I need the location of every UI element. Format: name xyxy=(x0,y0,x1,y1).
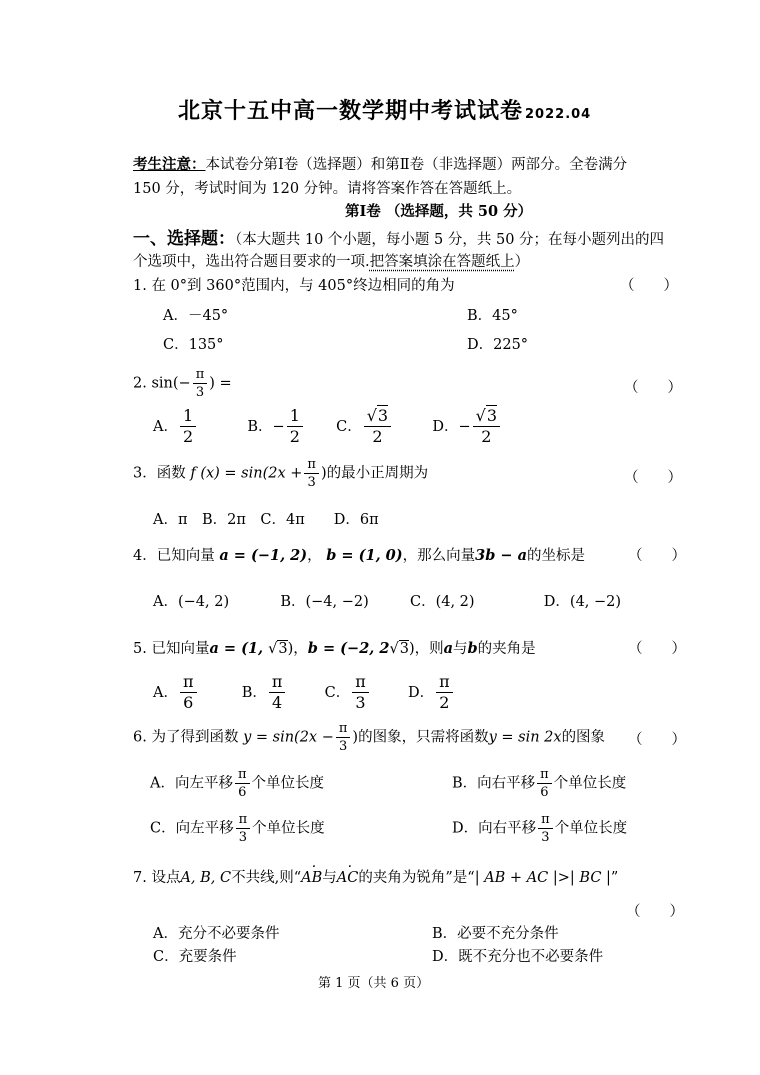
q4-expr: 3b − a xyxy=(475,547,528,564)
q3-options: A．π B．2π C．4π D．6π xyxy=(153,512,379,528)
notice-text-1: 本试卷分第Ⅰ卷（选择题）和第Ⅱ卷（非选择题）两部分。全卷满分 xyxy=(205,157,628,173)
title-text: 北京十五中高一数学期中考试试卷 xyxy=(178,99,524,124)
q6-stem: 6. 为了得到函数 y = sin(2x − $\frac{\pi}{3}$ )的图象，只需将函数y = sin 2x的图象 xyxy=(133,721,606,754)
q5-options xyxy=(153,674,455,711)
q6-answer-paren: （ ） xyxy=(628,732,686,748)
q1-option-b: B．45° xyxy=(467,308,518,324)
q4-b-def: b = (1, 0) xyxy=(326,547,403,564)
q2-frac: $\frac{\pi}{3}$ xyxy=(193,368,208,399)
q7-option-d: D．既不充分也不必要条件 xyxy=(432,949,604,965)
q2-option-b: B．− $\frac{1}{2}$ xyxy=(247,419,305,435)
section1-instr-dotted: 把答案填涂在答题纸上 xyxy=(369,254,515,270)
section1-instr-end: ） xyxy=(514,254,530,270)
q2-option-a: A． $\frac{1}{2}$ xyxy=(153,419,198,435)
q7-option-b: B．必要不充分条件 xyxy=(432,926,559,942)
q4-options xyxy=(153,590,621,611)
section1-instr-1: （本大题共 10 个小题，每小题 5 分，共 50 分；在每小题列出的四 xyxy=(235,232,665,248)
q3-stem: 3．函数 f (x) = sin(2x + $\frac{\pi}{3}$ )的最小正周期为 xyxy=(133,457,429,490)
q1-option-a: A．－45° xyxy=(163,308,229,324)
q5-option-c: C． $\frac{\pi}{3}$ xyxy=(325,685,371,701)
q2-options xyxy=(153,408,502,445)
q7-answer-paren: （ ） xyxy=(626,904,684,920)
section1-title: 一、选择题： xyxy=(133,229,235,249)
page-footer: 第 1 页（共 6 页） xyxy=(318,976,430,991)
title-date: 2022.04 xyxy=(525,107,592,122)
q4-option-c: C．(4, 2) xyxy=(409,594,475,610)
q4-option-d: D．(4, −2) xyxy=(543,594,622,610)
q2-stem xyxy=(133,368,232,399)
q1-answer-paren: （ ） xyxy=(620,278,678,294)
q2-option-c: C． $\frac{√3}{2}$ xyxy=(336,419,393,435)
q2-option-d: D．− $\frac{√3}{2}$ xyxy=(432,419,502,435)
q1-stem: 1. 在 0°到 360°范围内，与 405°终边相同的角为 xyxy=(133,278,455,294)
q6-option-d: D．向右平移 $\frac{\pi}{3}$ 个单位长度 xyxy=(452,812,628,845)
q2-answer-paren: （ ） xyxy=(624,380,682,396)
q5-option-a: A． $\frac{\pi}{6}$ xyxy=(153,685,199,701)
q4-answer-paren: （ ） xyxy=(628,548,686,564)
q2-sin: sin(− xyxy=(151,375,191,392)
q5-option-d: D． $\frac{\pi}{2}$ xyxy=(408,685,455,701)
notice-label: 考生注意： xyxy=(133,156,206,173)
q4-stem: 4．已知向量 a = (−1, 2)， b = (1, 0)，那么向量3b − a的坐标是 xyxy=(133,547,586,564)
q4-a-def: a = (−1, 2) xyxy=(219,547,308,564)
q3-answer-paren: （ ） xyxy=(624,470,682,486)
q1-option-d: D．225° xyxy=(467,337,529,353)
q7-stem: 7. 设点A, B, C不共线,则“· AB与· AC的夹角为锐角”是“| AB + AC |>| BC |” xyxy=(133,866,618,887)
notice-line-2: 150 分，考试时间为 120 分钟。请将答案作答在答题纸上。 xyxy=(133,181,522,197)
q6-option-a: A．向左平移 $\frac{\pi}{6}$ 个单位长度 xyxy=(150,767,325,800)
page-title xyxy=(178,94,591,125)
section1-line-1 xyxy=(133,224,664,249)
section1-line-2 xyxy=(133,250,529,271)
q1-option-c: C．135° xyxy=(163,337,224,353)
q7-option-a: A．充分不必要条件 xyxy=(153,926,280,942)
q4-option-b: B．(−4, −2) xyxy=(280,594,369,610)
q5-option-b: B． $\frac{\pi}{4}$ xyxy=(242,685,288,701)
q7-option-c: C．充要条件 xyxy=(153,949,237,965)
q6-option-c: C．向左平移 $\frac{\pi}{3}$ 个单位长度 xyxy=(150,812,325,845)
q6-option-b: B．向右平移 $\frac{\pi}{6}$ 个单位长度 xyxy=(452,767,627,800)
section1-instr-2: 个选项中，选出符合题目要求的一项. xyxy=(133,254,370,270)
part1-heading: 第Ⅰ卷 （选择题，共 50 分） xyxy=(345,203,533,220)
q2-num: 2. xyxy=(133,375,147,392)
q5-answer-paren: （ ） xyxy=(628,641,686,657)
q2-close: ) = xyxy=(209,375,232,392)
notice-line-1 xyxy=(133,153,627,174)
q4-option-a: A．(−4, 2) xyxy=(153,594,230,610)
q3-func: f (x) = sin(2x + xyxy=(190,465,303,482)
q5-stem: 5. 已知向量a = (1, √3)，b = (−2, 2√3)，则a与b的夹角是 xyxy=(133,640,536,657)
